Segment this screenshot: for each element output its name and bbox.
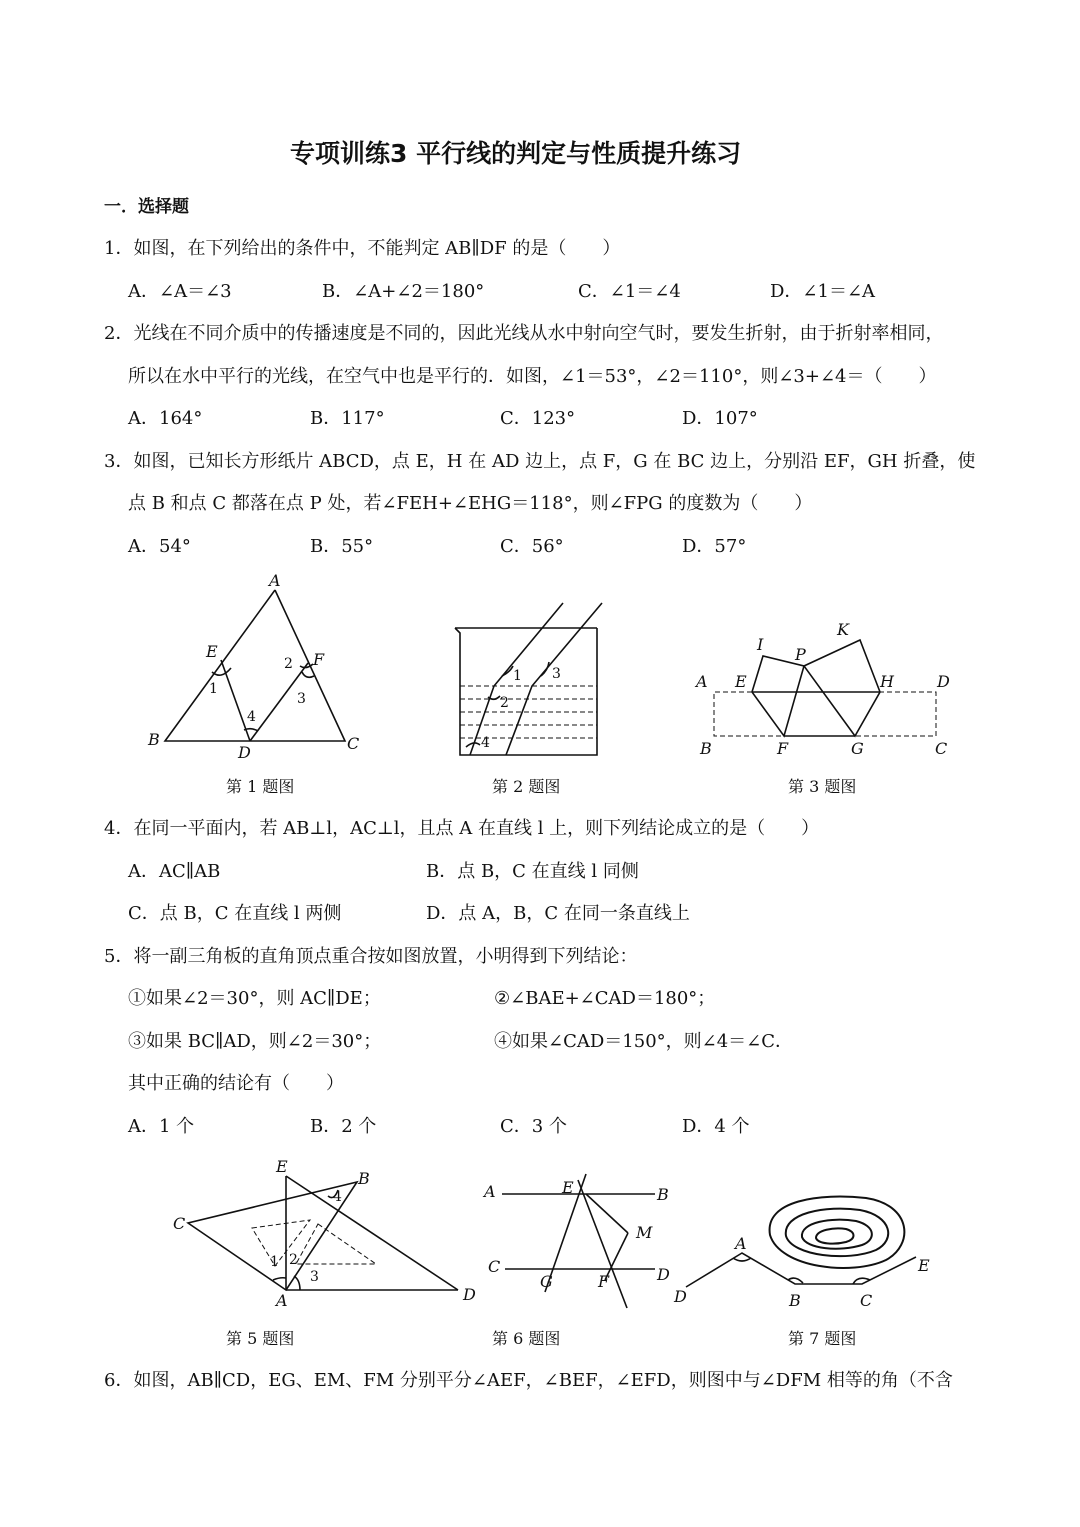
fig2-label: 2 [500,695,509,711]
fig5-label: D [463,1285,476,1304]
figure-6-parallel-lines [480,1168,680,1318]
fig2-label: 3 [552,666,561,682]
fig7-label: E [918,1256,930,1275]
q5-statement-4: ④如果∠CAD＝150°，则∠4＝∠C． [494,1031,794,1052]
fig3-label: D [937,672,950,691]
fig5-label: 3 [310,1269,319,1285]
fig6-label: D [657,1265,670,1284]
fig5-label: E [276,1157,288,1176]
fig3-label: B [700,739,712,758]
fig5-label: B [358,1169,370,1188]
question-2-line-1: 2．光线在不同介质中的传播速度是不同的，因此光线从水中射向空气时，要发生折射，由于折射率相同， [104,323,944,344]
fig6-label: E [562,1178,574,1197]
figure-5-caption: 第 5 题图 [226,1329,295,1348]
q5-option-b: B．2 个 [310,1116,377,1137]
q2-option-d: D．107° [682,408,758,429]
q3-option-d: D．57° [682,536,747,557]
fig3-label: G [851,739,864,758]
q5-statement-3: ③如果 BC∥AD，则∠2＝30°； [128,1031,382,1052]
fig1-label: A [269,571,281,590]
question-6-stem: 6．如图，AB∥CD，EG、EM、FM 分别平分∠AEF，∠BEF，∠EFD，则图中与∠DFM 相等的角（不含 [104,1370,953,1391]
figure-3-caption: 第 3 题图 [788,777,857,796]
q5-question: 其中正确的结论有（ ） [128,1073,344,1094]
fig6-label: B [657,1185,669,1204]
fig1-label: C [347,734,360,753]
q4-option-b: B．点 B，C 在直线 l 同侧 [426,861,639,882]
question-2-line-2: 所以在水中平行的光线，在空气中也是平行的．如图，∠1＝53°，∠2＝110°，则∠3+∠4＝（ ） [128,366,937,387]
fig3-label: A [696,672,708,691]
fig1-label: E [206,642,218,661]
question-4-stem: 4．在同一平面内，若 AB⊥l，AC⊥l，且点 A 在直线 l 上，则下列结论成立的是（ ） [104,818,820,839]
fig7-label: C [860,1291,873,1310]
fig2-label: 1 [513,668,522,684]
q2-option-a: A．164° [128,408,203,429]
fig3-label: C [935,739,948,758]
figure-3-folded-rectangle [690,615,960,765]
fig7-label: B [789,1291,801,1310]
q1-option-c: C．∠1＝∠4 [578,281,681,302]
question-5-stem: 5．将一副三角板的直角顶点重合按如图放置，小明得到下列结论： [104,946,638,967]
page-title: 专项训练3 平行线的判定与性质提升练习 [290,139,742,168]
q5-statement-1: ①如果∠2＝30°，则 AC∥DE； [128,988,381,1009]
fig5-label: 2 [289,1252,298,1268]
fig3-label: I [757,635,764,654]
fig1-label: B [148,730,160,749]
fig6-label: G [540,1272,553,1291]
fig2-label: 4 [481,735,490,751]
fig7-label: A [735,1234,747,1253]
q5-option-d: D．4 个 [682,1116,750,1137]
fig1-label: F [313,650,325,669]
fig5-label: A [276,1291,288,1310]
q3-option-b: B．55° [310,536,374,557]
fig6-label: F [598,1272,610,1291]
q3-option-a: A．54° [128,536,191,557]
fig5-label: 4 [333,1189,342,1205]
fig6-label: A [484,1182,496,1201]
fig1-label: 4 [247,709,256,725]
q3-option-c: C．56° [500,536,564,557]
q2-option-b: B．117° [310,408,385,429]
q4-option-a: A．AC∥AB [128,861,221,882]
fig1-label: 1 [209,681,218,697]
q1-option-b: B．∠A+∠2＝180° [322,281,485,302]
question-1-stem: 1．如图，在下列给出的条件中，不能判定 AB∥DF 的是（ ） [104,238,621,259]
fig3-label: H [880,672,894,691]
figure-5-set-squares [170,1155,490,1315]
q1-option-d: D．∠1＝∠A [770,281,876,302]
figure-2-caption: 第 2 题图 [492,777,561,796]
question-3-line-1: 3．如图，已知长方形纸片 ABCD，点 E，H 在 AD 边上，点 F，G 在 BC 边上，分别沿 EF，GH 折叠，使 [104,451,976,472]
figure-7-path-around-hill [670,1190,940,1315]
fig3-label: K [837,620,849,639]
fig1-label: D [238,743,251,762]
q2-option-c: C．123° [500,408,576,429]
q4-option-d: D．点 A，B，C 在同一条直线上 [426,903,690,924]
section-heading: 一．选择题 [104,197,189,217]
fig5-label: C [173,1214,186,1233]
figure-7-caption: 第 7 题图 [788,1329,857,1348]
q5-statement-2: ②∠BAE+∠CAD＝180°； [494,988,716,1009]
question-3-line-2: 点 B 和点 C 都落在点 P 处，若∠FEH+∠EHG＝118°，则∠FPG 的度数为（ ） [128,493,813,514]
fig1-label: 3 [297,691,306,707]
figure-6-caption: 第 6 题图 [492,1329,561,1348]
figure-1-caption: 第 1 题图 [226,777,295,796]
figure-1-triangle [140,568,370,768]
fig3-label: E [735,672,747,691]
fig6-label: C [488,1257,501,1276]
fig7-label: D [674,1287,687,1306]
fig5-label: 1 [270,1254,279,1270]
fig3-label: F [777,739,789,758]
q1-option-a: A．∠A＝∠3 [128,281,232,302]
fig3-label: P [795,645,806,664]
figure-2-beaker [450,598,610,763]
q5-option-a: A．1 个 [128,1116,195,1137]
fig6-label: M [636,1223,653,1242]
q4-option-c: C．点 B，C 在直线 l 两侧 [128,903,342,924]
fig1-label: 2 [284,656,293,672]
q5-option-c: C．3 个 [500,1116,567,1137]
